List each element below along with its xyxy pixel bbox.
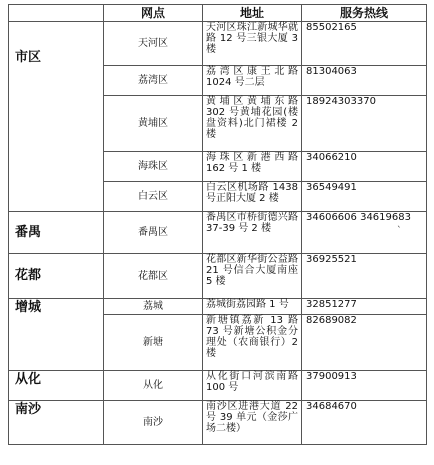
outlet-cell: 黄埔区 [104, 96, 203, 152]
outlet-cell: 从化 [104, 371, 203, 401]
hotline-cell: 81304063 [302, 66, 427, 96]
hotline-cell: 36925521 [302, 254, 427, 299]
address-cell: 从化街口河滨南路 100 号 [203, 371, 302, 401]
stray-mark: ` [397, 226, 402, 236]
hotline-cell: 85502165 [302, 22, 427, 66]
hotline-cell: 18924303370 [302, 96, 427, 152]
header-region [9, 5, 104, 22]
address-cell: 南沙区进港大道 22 号 39 单元（金莎广场二楼） [203, 401, 302, 445]
region-huadu: 花都 [9, 254, 104, 299]
table-row [9, 212, 427, 254]
table-row [9, 299, 427, 315]
header-outlet: 网点 [104, 5, 203, 22]
address-cell: 黄埔区黄埔东路 302 号黄埔花园(楼盘资料)北门裙楼 2 楼 [203, 96, 302, 152]
outlet-cell: 南沙 [104, 401, 203, 445]
hotline-cell: 34606606 34619683 [302, 212, 427, 254]
outlet-cell: 花都区 [104, 254, 203, 299]
region-shiqu: 市区 [9, 22, 104, 212]
hotline-cell: 37900913 [302, 371, 427, 401]
outlet-cell: 白云区 [104, 182, 203, 212]
header-hotline: 服务热线 [302, 5, 427, 22]
region-zengcheng: 增城 [9, 299, 104, 371]
outlet-cell: 新塘 [104, 315, 203, 371]
region-panyu: 番禺 [9, 212, 104, 254]
address-cell: 新塘镇荔新 13 路 73 号新塘公积金分理处（农商银行）2 楼 [203, 315, 302, 371]
outlet-cell: 天河区 [104, 22, 203, 66]
hotline-cell: 36549491 [302, 182, 427, 212]
hotline-cell: 34684670 [302, 401, 427, 445]
address-cell: 海珠区新港西路 162 号 1 楼 [203, 152, 302, 182]
address-cell: 荔湾区康王北路 1024 号二层 [203, 66, 302, 96]
address-cell: 花都区新华街公益路 21 号信合大厦南座 5 楼 [203, 254, 302, 299]
region-conghua: 从化 [9, 371, 104, 401]
address-cell: 白云区机场路 1438 号正阳大厦 2 楼 [203, 182, 302, 212]
hotline-cell: 82689082 [302, 315, 427, 371]
address-cell: 番禺区市桥街德兴路 37-39 号 2 楼 [203, 212, 302, 254]
table-row [9, 401, 427, 445]
outlet-cell: 荔城 [104, 299, 203, 315]
outlet-cell: 番禺区 [104, 212, 203, 254]
table-row [9, 254, 427, 299]
region-nansha: 南沙 [9, 401, 104, 445]
header-address: 地址 [203, 5, 302, 22]
hotline-cell: 32851277 [302, 299, 427, 315]
hotline-cell: 34066210 [302, 152, 427, 182]
header-row [9, 5, 427, 22]
address-cell: 荔城街荔园路 1 号 [203, 299, 302, 315]
table-row [9, 371, 427, 401]
outlet-cell: 荔湾区 [104, 66, 203, 96]
service-outlets-table [8, 4, 427, 445]
table-row [9, 22, 427, 66]
outlet-cell: 海珠区 [104, 152, 203, 182]
address-cell: 天河区珠江新城华就路 12 号三银大厦 3 楼 [203, 22, 302, 66]
